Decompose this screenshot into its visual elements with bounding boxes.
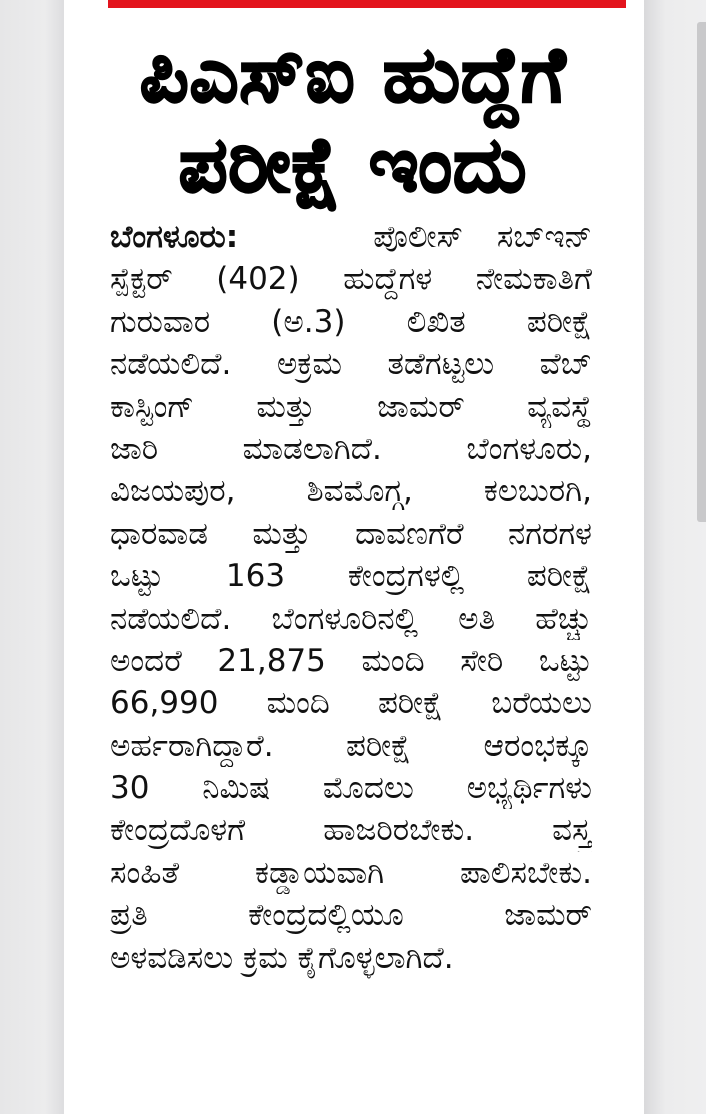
- dateline: ಬೆಂಗಳೂರು:: [110, 219, 239, 255]
- article-line: ಅರ್ಹರಾಗಿದ್ದಾರೆ. ಪರೀಕ್ಷೆ ಆರಂಭಕ್ಕೂ: [110, 727, 592, 764]
- left-margin-shadow: [0, 0, 64, 1114]
- article-line: ಒಟ್ಟು 163 ಕೇಂದ್ರಗಳಲ್ಲಿ ಪರೀಕ್ಷೆ: [110, 558, 592, 595]
- headline-line-2: ಪರೀಕ್ಷೆ ಇಂದು: [178, 120, 528, 209]
- article-line: 30 ನಿಮಿಷ ಮೊದಲು ಅಭ್ಯರ್ಥಿಗಳು: [110, 770, 592, 807]
- article-line: ವಿಜಯಪುರ, ಶಿವಮೊಗ್ಗ, ಕಲಬುರಗಿ,: [110, 473, 592, 510]
- article-line: ಜಾರಿ ಮಾಡಲಾಗಿದೆ. ಬೆಂಗಳೂರು,: [110, 430, 592, 467]
- red-accent-rule: [108, 0, 626, 8]
- article-line: 66,990 ಮಂದಿ ಪರೀಕ್ಷೆ ಬರೆಯಲು: [110, 685, 592, 722]
- article-line-1: [110, 216, 592, 258]
- article-line: ಸಂಹಿತೆ ಕಡ್ಡಾಯವಾಗಿ ಪಾಲಿಸಬೇಕು.: [110, 854, 592, 891]
- article-headline: [100, 30, 606, 210]
- article-body: [110, 216, 592, 979]
- article-line: ಪ್ರತಿ ಕೇಂದ್ರದಲ್ಲಿಯೂ ಜಾಮರ್: [110, 897, 592, 934]
- article-line: ಸ್ಪೆಕ್ಟರ್ (402) ಹುದ್ದೆಗಳ ನೇಮಕಾತಿಗೆ: [110, 261, 592, 298]
- article-line: ಗುರುವಾರ (ಅ.3) ಲಿಖಿತ ಪರೀಕ್ಷೆ: [110, 303, 592, 340]
- article-line: ಧಾರವಾಡ ಮತ್ತು ದಾವಣಗೆರೆ ನಗರಗಳ: [110, 515, 592, 552]
- article-line: ಕೇಂದ್ರದೊಳಗೆ ಹಾಜರಿರಬೇಕು. ವಸ್ತ್ರ: [110, 812, 592, 849]
- article-line: ನಡೆಯಲಿದೆ. ಅಕ್ರಮ ತಡೆಗಟ್ಟಲು ವೆಬ್: [110, 346, 592, 383]
- article-line: ಕಾಸ್ಟಿಂಗ್ ಮತ್ತು ಜಾಮರ್ ವ್ಯವಸ್ಥೆ: [110, 388, 592, 425]
- first-line-text: ಪೊಲೀಸ್ ಸಬ್‌ಇನ್: [373, 219, 592, 255]
- article-line: ಅಳವಡಿಸಲು ಕ್ರಮ ಕೈಗೊಳ್ಳಲಾಗಿದೆ.: [110, 939, 454, 976]
- article-line: ಅಂದರೆ 21,875 ಮಂದಿ ಸೇರಿ ಒಟ್ಟು: [110, 642, 592, 679]
- headline-line-1: ಪಿಎಸ್ಐ ಹುದ್ದೆಗೆ: [139, 30, 567, 119]
- article-line: ನಡೆಯಲಿದೆ. ಬೆಂಗಳೂರಿನಲ್ಲಿ ಅತಿ ಹೆಚ್ಚು: [110, 600, 592, 637]
- scroll-edge-indicator[interactable]: [697, 22, 706, 522]
